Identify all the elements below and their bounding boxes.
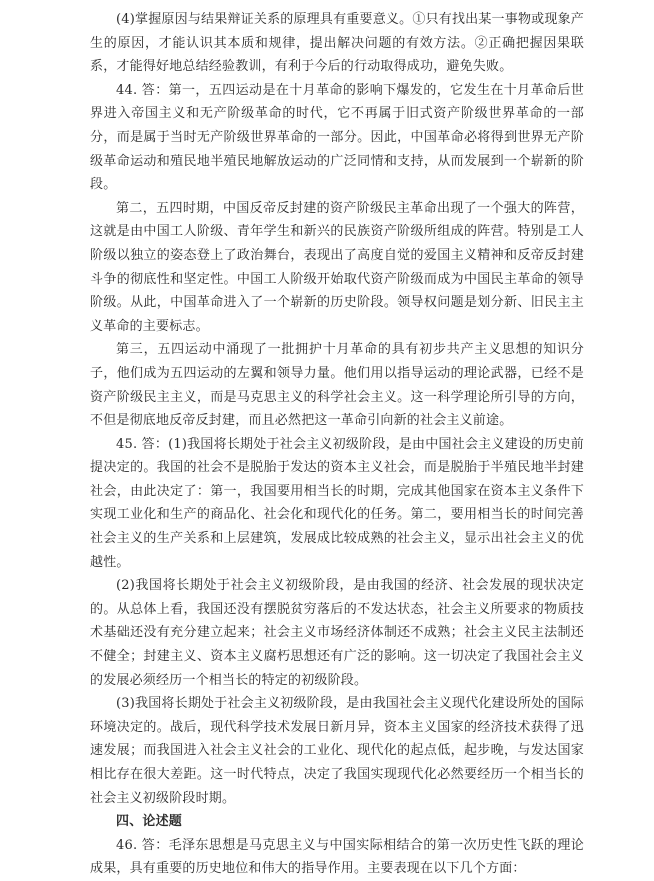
answer-45-part-2: (2)我国将长期处于社会主义初级阶段，是由我国的经济、社会发展的现状决定的。从总体上看，我国还没有摆脱贫穷落后的不发达状态，社会主义所要求的物质技术基础还没有充分建立起来；社会主义市场经济体制还不成熟；社会主义民主法制还不健全；封建主义、资本主义腐朽思想还有广泛的影响。这一切决定了我国社会主义的发展必须经历一个相当长的特定的初级阶段。	[90, 578, 584, 688]
answer-46-intro: 46. 答：毛泽东思想是马克思主义与中国实际相结合的第一次历史性飞跃的理论成果，具有重要的历史地位和伟大的指导作用。主要表现在以下几个方面：	[90, 837, 584, 877]
answer-44-part-1: 44. 答：第一，五四运动是在十月革命的影响下爆发的，它发生在十月革命后世界进入帝国主义和无产阶级革命的时代，它不再属于旧式资产阶级世界革命的一部分，而是属于当时无产阶级世界革命的一部分。因此，中国革命必将得到世界无产阶级革命运动和殖民地半殖民地解放运动的广泛同情和支持，从而发展到一个崭新的阶段。	[90, 82, 584, 193]
answer-45-part-3: (3)我国将长期处于社会主义初级阶段，是由我国社会主义现代化建设所处的国际环境决定的。战后，现代科学技术发展日新月异，资本主义国家的经济技术获得了迅速发展；而我国进入社会主义社会的工业化、现代化的起点低，起步晚，与发达国家相比存在很大差距。这一时代特点，决定了我国实现现代化必然要经历一个相当长的社会主义初级阶段时期。	[90, 696, 584, 806]
paragraph-4-cause-effect: (4)掌握原因与结果辩证关系的原理具有重要意义。①只有找出某一事物或现象产生的原因，才能认识其本质和规律，提出解决问题的有效方法。②正确把握因果联系，才能得好地总结经验教训，有利于今后的行动取得成功，避免失败。	[90, 12, 584, 75]
answer-45-part-1: 45. 答：(1)我国将长期处于社会主义初级阶段，是由中国社会主义建设的历史前提决定的。我国的社会不是脱胎于发达的资本主义社会，而是脱胎于半殖民地半封建社会，由此决定了：第一，我国要用相当长的时期，完成其他国家在资本主义条件下实现工业化和生产的商品化、社会化和现代化的任务。第二，要用相当长的时间完善社会主义的生产关系和上层建筑，发展成比较成熟的社会主义，显示出社会主义的优越性。	[90, 436, 584, 570]
section-heading-essay-questions: 四、论述题	[116, 814, 183, 830]
answer-44-part-2: 第二，五四时期，中国反帝反封建的资产阶级民主革命出现了一个强大的阵营，这就是由中国工人阶级、青年学生和新兴的民族资产阶级所组成的阵营。特别是工人阶级以独立的姿态登上了政治舞台，表现出了高度自觉的爱国主义精神和反帝反封建斗争的彻底性和坚定性。中国工人阶级开始取代资产阶级而成为中国民主革命的领导阶级。从此，中国革命进入了一个崭新的历史阶段。领导权问题是划分新、旧民主主义革命的主要标志。	[90, 200, 584, 334]
answer-44-part-3: 第三，五四运动中涌现了一批拥护十月革命的具有初步共产主义思想的知识分子，他们成为五四运动的左翼和领导力量。他们用以指导运动的理论武器，已经不是资产阶级民主主义，而是马克思主义的科学社会主义。这一科学理论所引导的方向，不但是彻底地反帝反封建，而且必然把这一革命引向新的社会主义前途。	[90, 342, 584, 429]
